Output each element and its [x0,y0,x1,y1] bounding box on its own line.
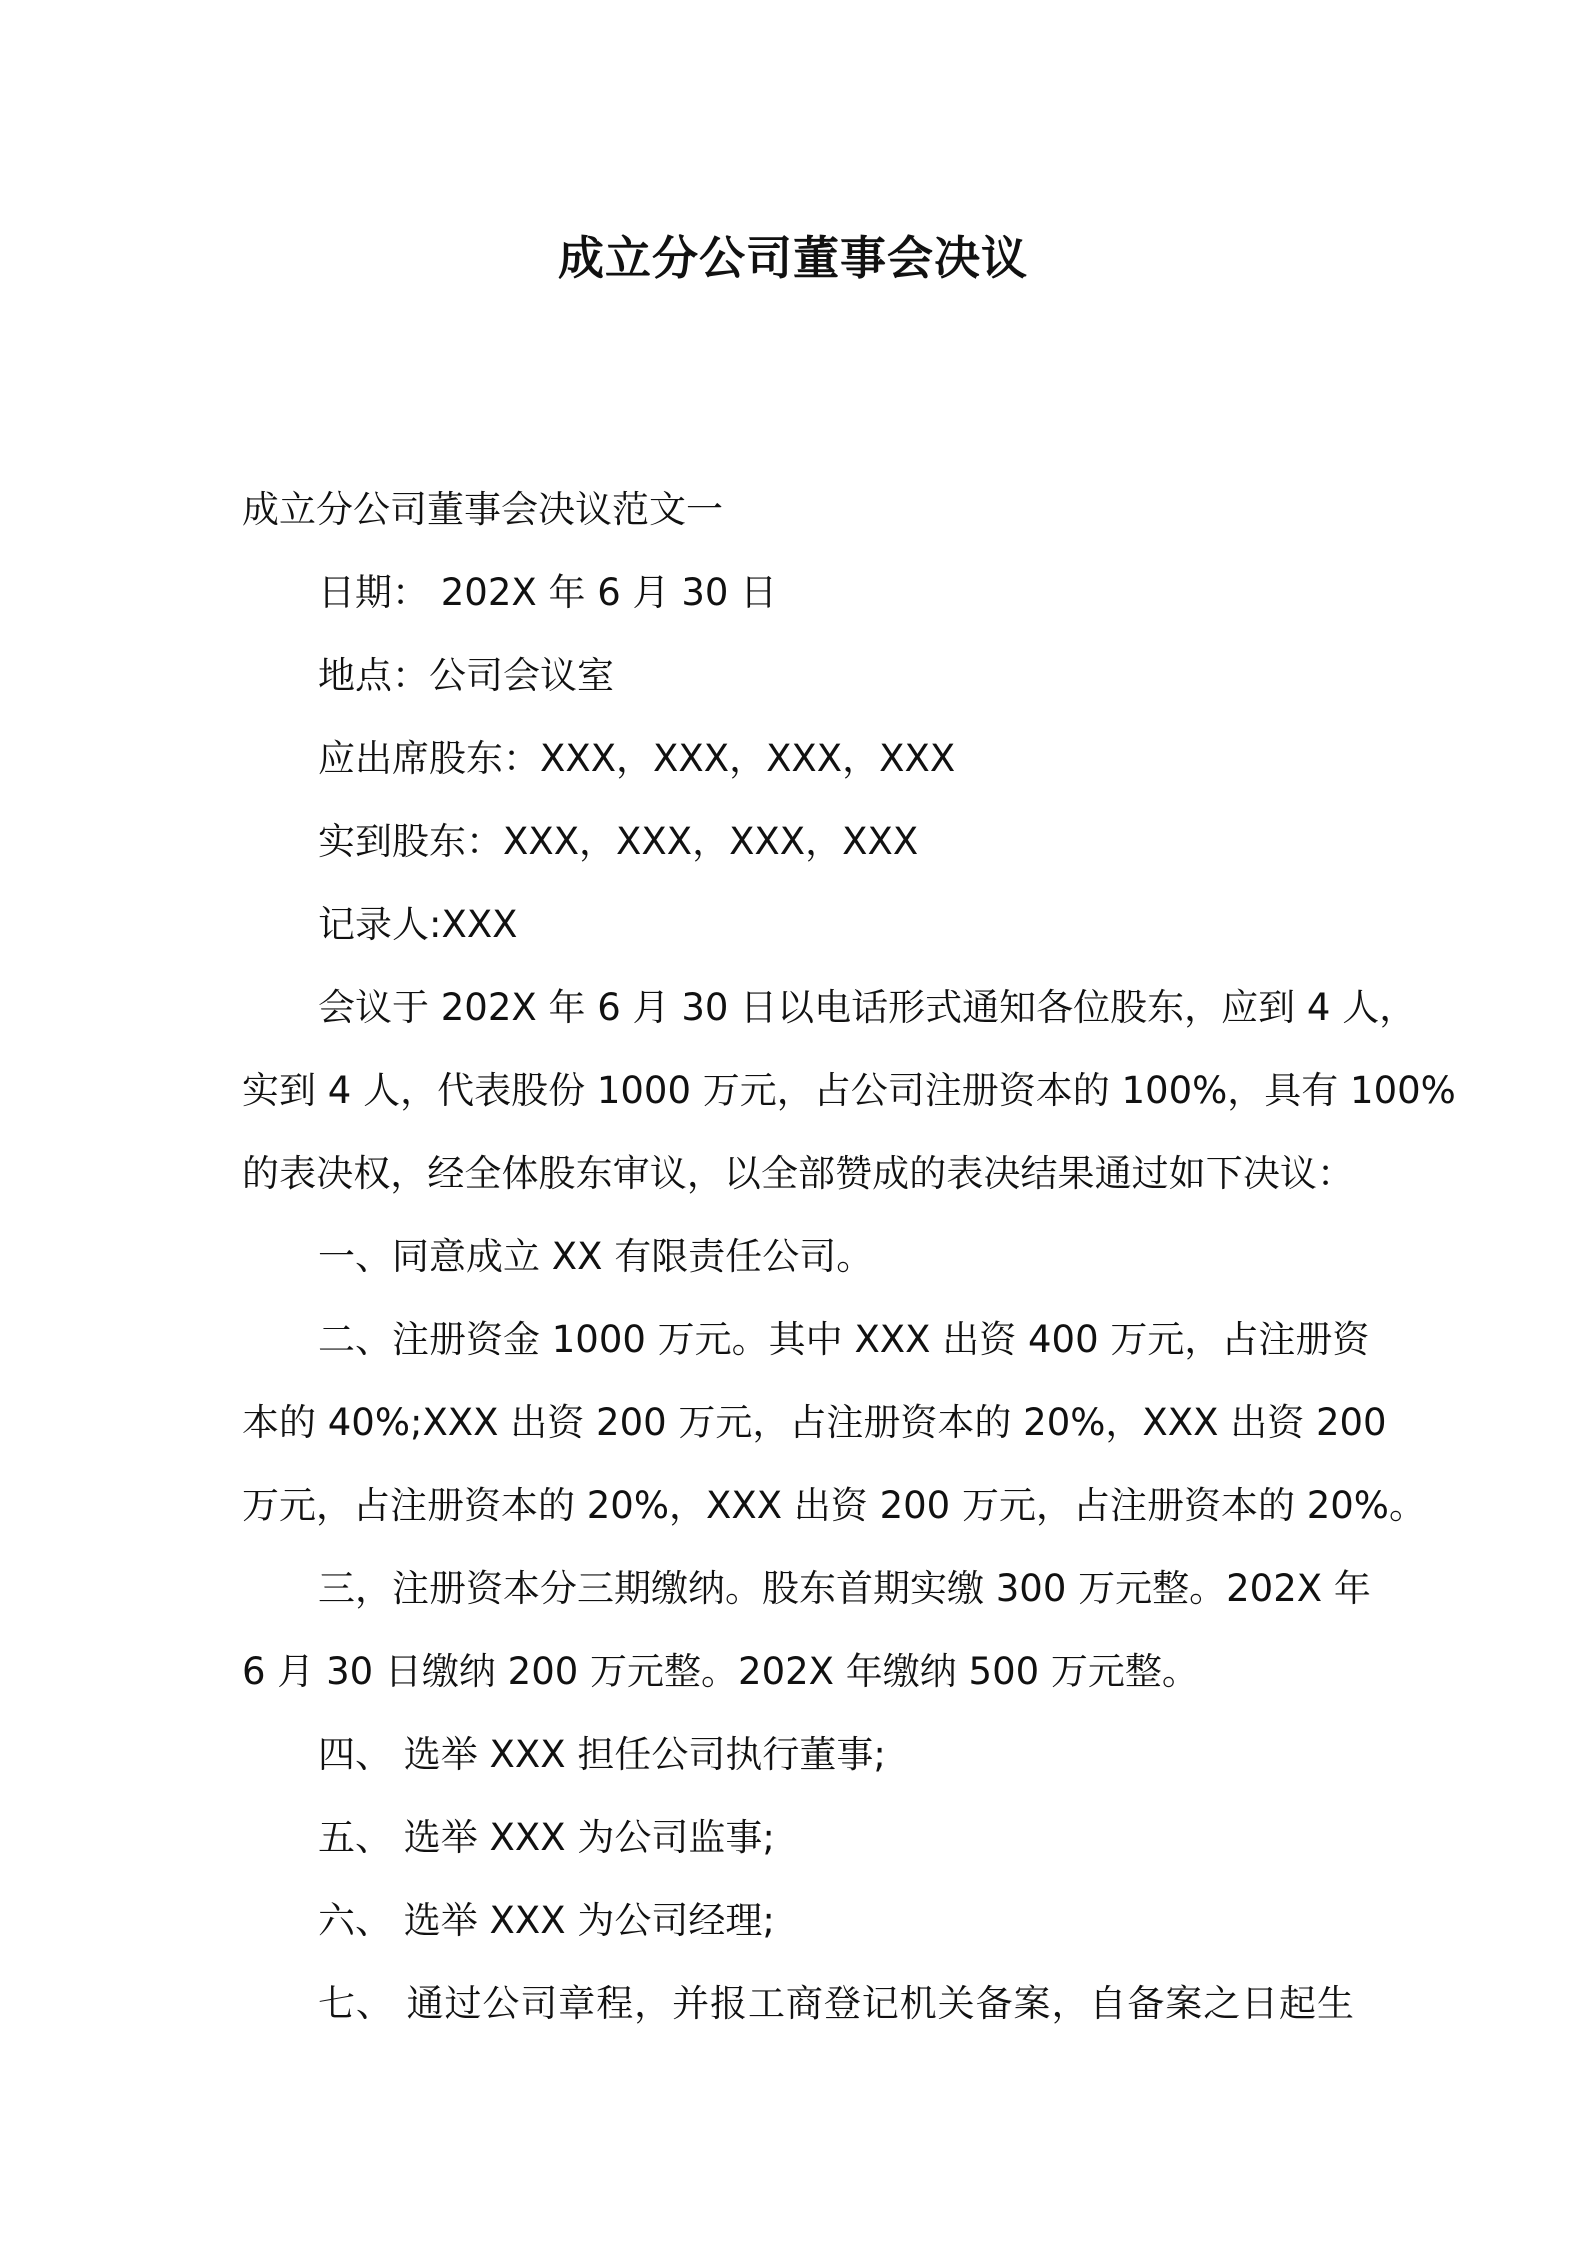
body-text-line: 的表决权，经全体股东审议，以全部赞成的表决结果通过如下决议： [242,1152,1354,1195]
resolution-item-5: 五、 选举 XXX 为公司监事; [318,1816,775,1859]
body-text-line: 本的 40%;XXX 出资 200 万元，占注册资本的 20%，XXX 出资 200 [242,1401,1387,1444]
resolution-item-4: 四、 选举 XXX 担任公司执行董事; [318,1733,886,1776]
meeting-date: 日期： 202X 年 6 月 30 日 [318,571,778,614]
recorder: 记录人:XXX [318,903,518,946]
body-text-line: 实到 4 人，代表股份 1000 万元，占公司注册资本的 100%，具有 100% [242,1069,1456,1112]
resolution-item-3: 三，注册资本分三期缴纳。股东首期实缴 300 万元整。202X 年 [318,1567,1371,1610]
body-text-line: 6 月 30 日缴纳 200 万元整。202X 年缴纳 500 万元整。 [242,1650,1199,1693]
body-text-line: 会议于 202X 年 6 月 30 日以电话形式通知各位股东，应到 4 人， [318,986,1417,1029]
document-title: 成立分公司董事会决议 [558,231,1028,285]
body-text-line: 万元，占注册资本的 20%，XXX 出资 200 万元，占注册资本的 20%。 [242,1484,1426,1527]
expected-shareholders: 应出席股东：XXX，XXX，XXX，XXX [318,737,956,780]
sample-heading: 成立分公司董事会决议范文一 [242,488,723,531]
meeting-location: 地点：公司会议室 [318,654,614,697]
present-shareholders: 实到股东：XXX，XXX，XXX，XXX [318,820,919,863]
resolution-item-2: 二、注册资金 1000 万元。其中 XXX 出资 400 万元，占注册资 [318,1318,1370,1361]
resolution-item-7: 七、 通过公司章程，并报工商登记机关备案，自备案之日起生 [318,1982,1354,2025]
resolution-item-6: 六、 选举 XXX 为公司经理; [318,1899,775,1942]
resolution-item-1: 一、同意成立 XX 有限责任公司。 [318,1235,874,1278]
